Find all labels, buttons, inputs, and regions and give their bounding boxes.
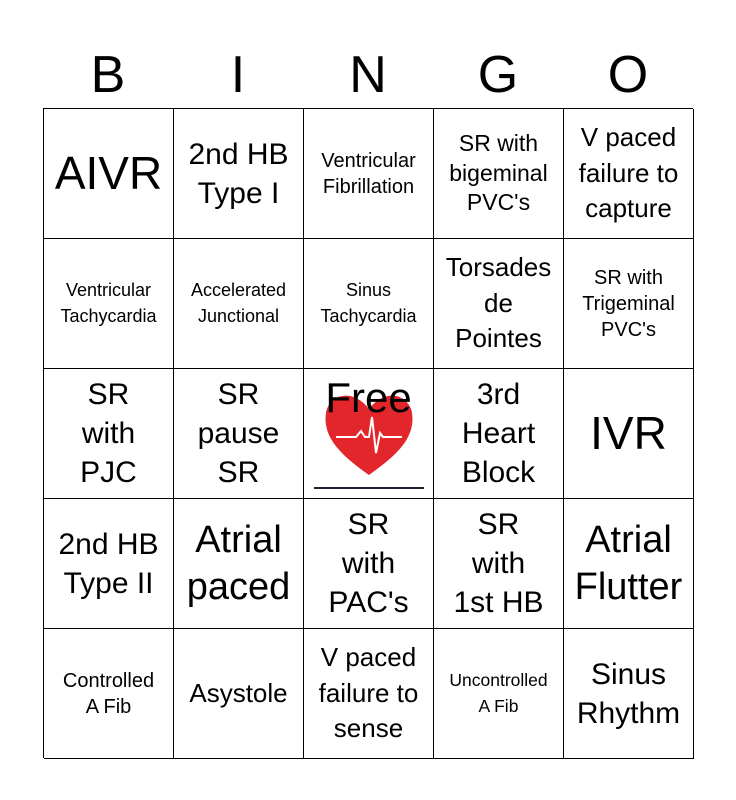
bingo-cell-4[interactable]	[434, 109, 564, 239]
header-letter-b: B	[90, 46, 126, 104]
bingo-cell-22[interactable]	[174, 629, 304, 759]
cell-label: 2nd HB Type I	[188, 137, 289, 210]
bingo-cell-10[interactable]	[564, 239, 694, 369]
bingo-cell-7[interactable]	[174, 239, 304, 369]
bingo-cell-16[interactable]	[44, 499, 174, 629]
cell-label: Atrial Flutter	[574, 519, 683, 608]
bingo-cell-19[interactable]	[434, 499, 564, 629]
bingo-cell-11[interactable]	[44, 369, 174, 499]
bingo-header	[43, 42, 693, 108]
cell-label: 2nd HB Type II	[58, 527, 159, 600]
cell-label: SR with PAC's	[328, 508, 409, 619]
bingo-cell-3[interactable]	[304, 109, 434, 239]
bingo-cell-24[interactable]	[434, 629, 564, 759]
bingo-cell-20[interactable]	[564, 499, 694, 629]
header-letter-i: I	[230, 46, 246, 104]
bingo-cell-5[interactable]	[564, 109, 694, 239]
cell-label: SR with Trigeminal PVC's	[582, 266, 675, 341]
cell-label: Asystole	[189, 677, 288, 708]
free-space-label: Free	[325, 374, 412, 421]
cell-label: 3rd Heart Block	[461, 378, 536, 489]
cell-label: Ventricular Tachycardia	[60, 280, 157, 326]
bingo-cell-25[interactable]	[564, 629, 694, 759]
cell-label: Accelerated Junctional	[190, 280, 287, 326]
cell-label: V paced failure to capture	[578, 121, 679, 224]
bingo-cell-18[interactable]	[304, 499, 434, 629]
bingo-grid	[43, 108, 693, 758]
bingo-cell-17[interactable]	[174, 499, 304, 629]
cell-label: SR with PJC	[80, 378, 137, 489]
cell-label: SR with 1st HB	[453, 508, 544, 619]
header-letter-n: N	[349, 46, 387, 104]
bingo-cell-free[interactable]	[304, 369, 434, 499]
cell-label: Atrial paced	[186, 519, 291, 608]
header-letter-o: O	[607, 46, 649, 104]
cell-label: SR pause SR	[197, 378, 280, 489]
cell-label: Torsades de Pointes	[445, 251, 552, 354]
bingo-cell-12[interactable]	[174, 369, 304, 499]
cell-label: V paced failure to sense	[318, 641, 419, 744]
cell-label: AIVR	[54, 147, 163, 200]
cell-label: IVR	[590, 407, 667, 460]
bingo-cell-14[interactable]	[434, 369, 564, 499]
bingo-cell-6[interactable]	[44, 239, 174, 369]
cell-label: Uncontrolled A Fib	[449, 670, 548, 716]
bingo-cell-1[interactable]	[44, 109, 174, 239]
header-letter-g: G	[477, 46, 519, 104]
bingo-cell-21[interactable]	[44, 629, 174, 759]
cell-label: Sinus Rhythm	[576, 657, 681, 730]
bingo-cell-8[interactable]	[304, 239, 434, 369]
bingo-cell-23[interactable]	[304, 629, 434, 759]
cell-label: SR with bigeminal PVC's	[449, 129, 548, 216]
bingo-cell-9[interactable]	[434, 239, 564, 369]
bingo-cell-2[interactable]	[174, 109, 304, 239]
cell-label: Sinus Tachycardia	[320, 280, 417, 326]
bingo-cell-15[interactable]	[564, 369, 694, 499]
cell-label: Controlled A Fib	[62, 669, 155, 718]
cell-label: Ventricular Fibrillation	[321, 149, 416, 198]
